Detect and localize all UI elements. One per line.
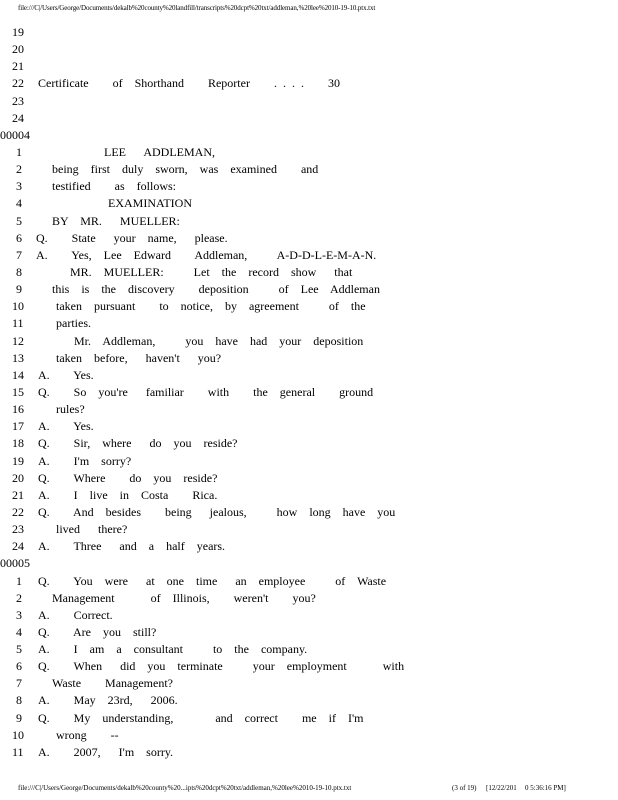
line-text: A. Correct. [38,607,113,622]
line-text: Q. So you're familiar with the general ground [38,384,374,399]
line-text: Q. You were at one time an employee of Waste [38,573,387,588]
line-text: Q. Sir, where do you reside? [38,436,238,451]
line-number: 13 [12,350,24,365]
line-number: 21 [12,487,24,502]
transcript-line [0,521,618,538]
line-text: MR. MUELLER: Let the record show that [70,264,353,279]
footer-file-path: file:///C|/Users/George/Documents/dekalb%20county%20...ipts%20dcpt%20txt/addleman,%20lee%2010-19-10.ptx.txt [18,784,352,792]
line-text: A. 2007, I'm sorry. [38,744,174,759]
footer-time: 0 5:36:16 PM] [525,784,566,792]
page-number: 00005 [0,556,30,571]
page-marker [0,127,618,144]
line-text: Waste Management? [52,676,173,691]
line-text: Q. Are you still? [38,624,157,639]
line-text: A. I am a consultant to the company. [38,642,308,657]
line-text: Q. When did you terminate your employment with [38,659,405,674]
line-number: 10 [12,299,24,314]
line-text: taken pursuant to notice, by agreement of the [56,299,366,314]
line-number: 11 [12,316,24,331]
line-number: 15 [12,384,24,399]
line-number: 4 [16,196,22,211]
line-text: A. I'm sorry? [38,453,132,468]
transcript-line [0,453,618,470]
line-number: 3 [16,179,22,194]
line-text: being first duly sworn, was examined and [52,162,319,177]
transcript-line [0,401,618,418]
line-number: 9 [16,710,22,725]
line-text: Mr. Addleman, you have had your deposition [74,333,364,348]
transcript-line [0,24,618,41]
transcript-line [0,367,618,384]
transcript-line [0,607,618,624]
line-number: 23 [12,522,24,537]
line-number: 4 [16,624,22,639]
page-marker [0,555,618,572]
line-number: 16 [12,402,24,417]
line-number: 22 [12,504,24,519]
line-number: 5 [16,642,22,657]
transcript-line [0,264,618,281]
transcript-line [0,470,618,487]
line-number: 9 [16,282,22,297]
line-text: A. Three and a half years. [38,539,226,554]
transcript-line [0,213,618,230]
line-number: 7 [16,676,22,691]
line-number: 17 [12,419,24,434]
line-number: 1 [16,573,22,588]
line-number: 22 [12,76,24,91]
line-number: 6 [16,659,22,674]
line-number: 14 [12,367,24,382]
transcript-line [0,333,618,350]
transcript-line [0,658,618,675]
line-number: 7 [16,247,22,262]
transcript-line [0,298,618,315]
transcript-line [0,58,618,75]
transcript-line [0,573,618,590]
transcript-line [0,538,618,555]
line-text: LEE ADDLEMAN, [104,144,215,159]
line-text: A. May 23rd, 2006. [38,693,178,708]
line-text: taken before, haven't you? [56,350,222,365]
line-text: rules? [56,402,85,417]
transcript-line [0,624,618,641]
line-number: 19 [12,453,24,468]
line-number: 6 [16,230,22,245]
line-text: A. Yes. [38,367,94,382]
transcript-line [0,161,618,178]
line-number: 10 [12,727,24,742]
line-text: Certificate of Shorthand Reporter . . . . 30 [38,76,340,91]
line-number: 2 [16,162,22,177]
footer-page-count: (3 of 19) [452,784,477,792]
line-text: Q. State your name, please. [36,230,228,245]
line-text: A. Yes. [38,419,94,434]
line-text: Management of Illinois, weren't you? [52,590,316,605]
line-number: 11 [12,744,24,759]
transcript-line [0,710,618,727]
line-number: 12 [12,333,24,348]
footer-date: [12/22/201 [486,784,517,792]
transcript-line [0,247,618,264]
transcript-line [0,41,618,58]
line-number: 19 [12,25,24,39]
transcript-line [0,144,618,161]
line-number: 1 [16,144,22,159]
transcript-line [0,727,618,744]
line-number: 8 [16,264,22,279]
transcript-line [0,93,618,110]
transcript-line [0,350,618,367]
line-number: 18 [12,436,24,451]
file-path-header: file:///C|/Users/George/Documents/dekalb%20county%20landfill/transcripts%20dcpt%20txt/addleman,%20lee%2010-19-10.ptx.txt [18,4,376,12]
line-text: lived there? [56,522,128,537]
line-text: BY MR. MUELLER: [52,213,180,228]
transcript-line [0,384,618,401]
line-text: EXAMINATION [108,196,192,211]
transcript-line [0,75,618,92]
transcript-line [0,230,618,247]
line-text: this is the discovery deposition of Lee Addleman [52,282,380,297]
transcript-line [0,641,618,658]
line-number: 23 [12,93,24,108]
transcript-line [0,487,618,504]
line-number: 2 [16,590,22,605]
line-number: 24 [12,539,24,554]
transcript-line [0,692,618,709]
transcript-line [0,418,618,435]
line-text: A. I live in Costa Rica. [38,487,218,502]
page-number: 00004 [0,127,30,142]
line-number: 20 [12,42,24,57]
transcript-line [0,195,618,212]
transcript-line [0,110,618,127]
line-text: A. Yes, Lee Edward Addleman, A-D-D-L-E-M-A-N. [36,247,377,262]
transcript-line [0,675,618,692]
transcript-line [0,590,618,607]
line-text: parties. [56,316,91,331]
transcript-line [0,744,618,761]
line-text: testified as follows: [52,179,176,194]
line-number: 8 [16,693,22,708]
transcript-body [0,24,618,761]
transcript-line [0,178,618,195]
transcript-line [0,315,618,332]
line-text: Q. Where do you reside? [38,470,218,485]
transcript-line [0,281,618,298]
line-text: Q. And besides being jealous, how long have you [38,504,396,519]
line-number: 5 [16,213,22,228]
transcript-line [0,504,618,521]
line-number: 20 [12,470,24,485]
line-number: 3 [16,607,22,622]
line-number: 21 [12,59,24,74]
transcript-line [0,435,618,452]
line-text: wrong -- [56,727,119,742]
line-number: 24 [12,110,24,125]
line-text: Q. My understanding, and correct me if I'm [38,710,364,725]
